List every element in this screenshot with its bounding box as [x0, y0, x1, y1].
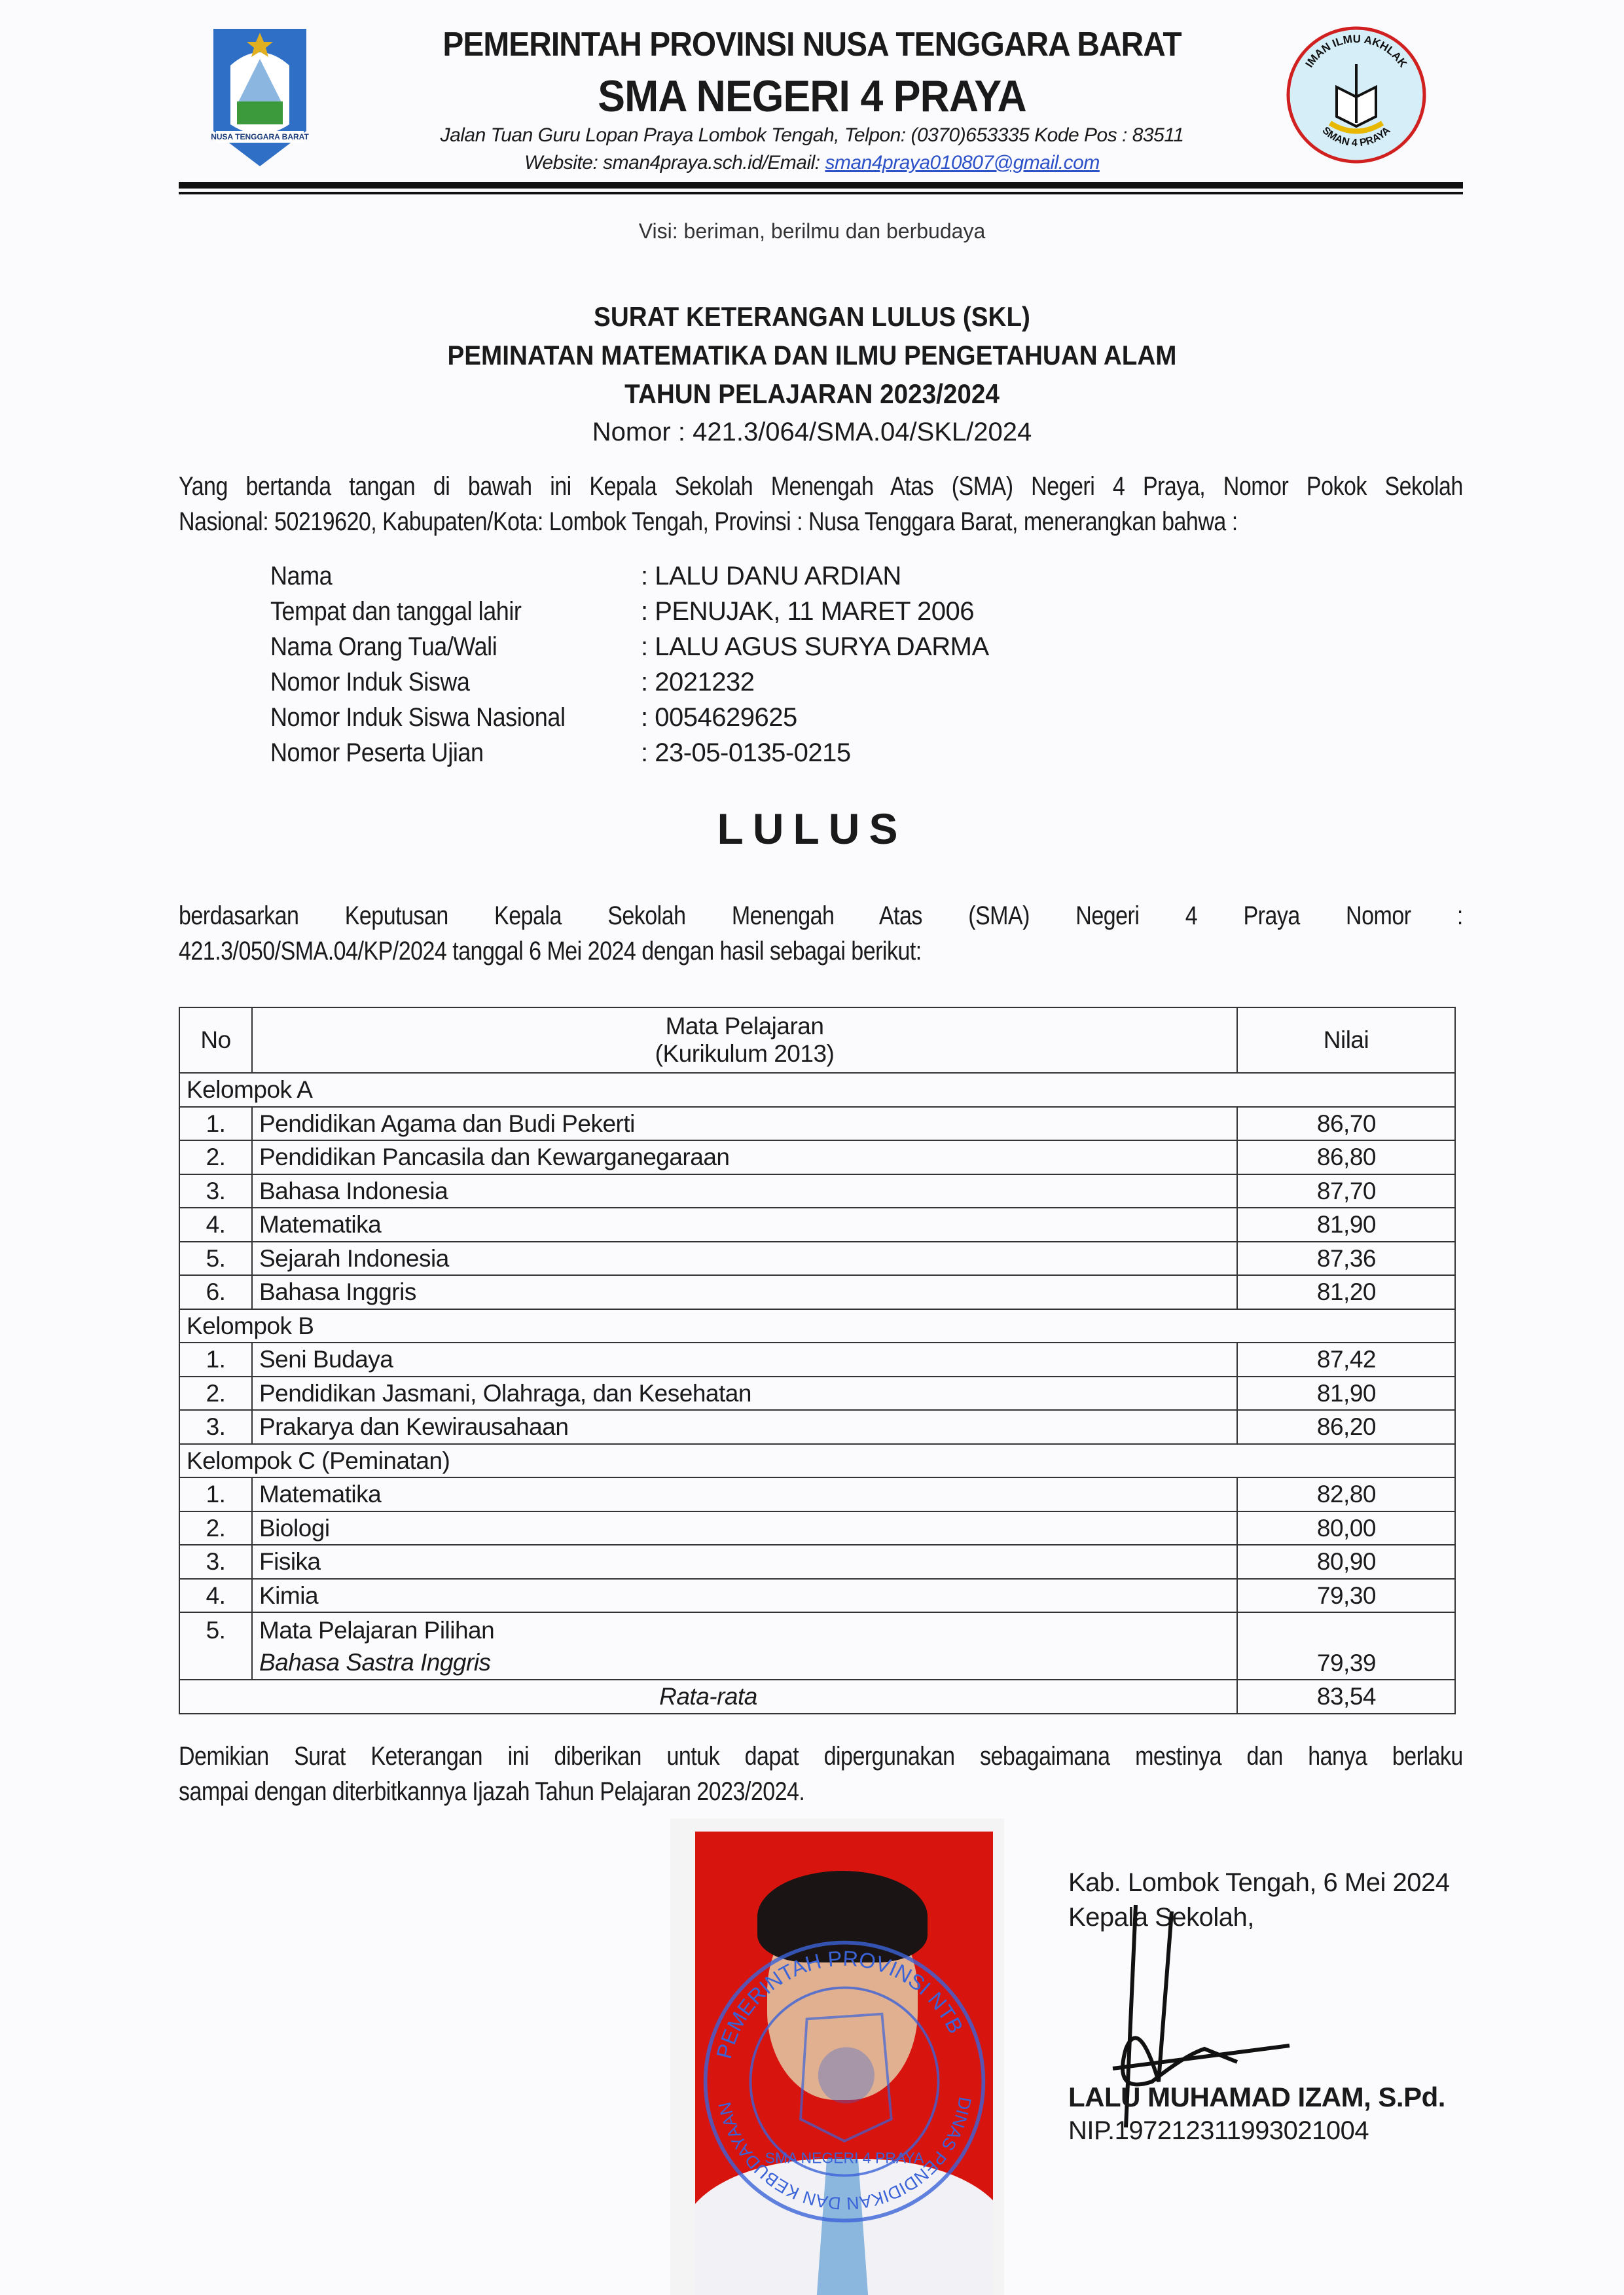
table-row [179, 1208, 1455, 1242]
left-logo-text: NUSA TENGGARA BARAT [211, 132, 309, 141]
group-row [179, 1073, 1455, 1107]
student-field-value: : 0054629625 [641, 703, 797, 732]
student-field-label: Nomor Induk Siswa [270, 668, 470, 696]
subject-cell [252, 1140, 1237, 1174]
basis-paragraph [179, 898, 1463, 969]
stamp-text-top: PEMERINTAH PROVINSI NTB [712, 1946, 968, 2061]
table-row [179, 1612, 1455, 1680]
student-field-label: Nomor Peserta Ujian [270, 738, 484, 767]
place-date: Kab. Lombok Tengah, 6 Mei 2024 [1068, 1868, 1450, 1897]
score-cell: 82,80 [1237, 1477, 1455, 1511]
score-cell: 79,30 [1237, 1579, 1455, 1613]
stamp-text-inner: SMA NEGERI 4 PRAYA [765, 2149, 924, 2167]
school-address: Jalan Tuan Guru Lopan Praya Lombok Tengah, Telpon: (0370)653335 Kode Pos : 83511 [440, 124, 1184, 146]
average-row [179, 1680, 1455, 1714]
subject-name: Matematika [259, 1211, 382, 1238]
intro-line: Yang bertanda tangan di bawah ini Kepala Sekolah Menengah Atas (SMA) Negeri 4 Praya, Nomor Pokok Sekolah [179, 472, 1463, 501]
score-cell: 87,70 [1237, 1174, 1455, 1208]
table-row [179, 1174, 1455, 1208]
student-field-label: Nama [270, 562, 333, 590]
average-label: Rata-rata [179, 1680, 1237, 1714]
subject-cell [252, 1174, 1237, 1208]
average-score: 83,54 [1237, 1680, 1455, 1714]
row-number: 6. [179, 1275, 252, 1309]
document-subtitle: PEMINATAN MATEMATIKA DAN ILMU PENGETAHUAN ALAM [447, 340, 1177, 370]
score-cell: 87,36 [1237, 1242, 1455, 1276]
score-cell: 80,90 [1237, 1545, 1455, 1579]
table-header-row [179, 1007, 1455, 1073]
student-field-value: : 2021232 [641, 668, 755, 696]
group-name: Kelompok A [179, 1073, 1455, 1107]
subject-subtitle: Bahasa Sastra Inggris [259, 1649, 491, 1676]
subject-cell [252, 1410, 1237, 1444]
subject-cell [252, 1511, 1237, 1545]
score-cell: 86,20 [1237, 1410, 1455, 1444]
subject-name: Kimia [259, 1581, 319, 1609]
header-subject [252, 1007, 1237, 1073]
academic-year: TAHUN PELAJARAN 2023/2024 [624, 378, 1000, 409]
score-cell: 81,90 [1237, 1377, 1455, 1411]
student-field-value: : 23-05-0135-0215 [641, 738, 851, 767]
row-number: 1. [179, 1107, 252, 1141]
right-logo-text-bottom: SMAN 4 PRAYA [1320, 124, 1393, 149]
score-cell: 86,80 [1237, 1140, 1455, 1174]
score-cell: 87,42 [1237, 1343, 1455, 1377]
subject-cell [252, 1545, 1237, 1579]
header-no: No [179, 1007, 252, 1073]
table-row [179, 1477, 1455, 1511]
subject-cell [252, 1107, 1237, 1141]
basis-line: berdasarkan Keputusan Kepala Sekolah Menengah Atas (SMA) Negeri 4 Praya Nomor : [179, 901, 1463, 930]
subject-cell [252, 1477, 1237, 1511]
row-number: 4. [179, 1579, 252, 1613]
subject-name: Sejarah Indonesia [259, 1244, 449, 1272]
intro-line: Nasional: 50219620, Kabupaten/Kota: Lombok Tengah, Provinsi : Nusa Tenggara Barat, menerangkan bahwa : [179, 507, 1238, 536]
score-cell: 81,90 [1237, 1208, 1455, 1242]
table-row [179, 1242, 1455, 1276]
group-row [179, 1444, 1455, 1478]
row-number: 5. [179, 1612, 252, 1680]
student-field-label: Nomor Induk Siswa Nasional [270, 703, 566, 732]
subject-name: Pendidikan Agama dan Budi Pekerti [259, 1110, 635, 1137]
right-logo-text-top: IMAN ILMU AKHLAK [1303, 32, 1410, 70]
table-row [179, 1545, 1455, 1579]
subject-name: Bahasa Indonesia [259, 1177, 448, 1204]
subject-name: Seni Budaya [259, 1346, 393, 1373]
student-field-label: Nama Orang Tua/Wali [270, 632, 497, 661]
score-cell: 81,20 [1237, 1275, 1455, 1309]
subject-name: Fisika [259, 1548, 321, 1576]
row-number: 2. [179, 1140, 252, 1174]
closing-line: Demikian Surat Keterangan ini diberikan untuk dapat dipergunakan sebagaimana mestinya dan hanya berlaku [179, 1742, 1463, 1771]
signer-position: Kepala Sekolah, [1068, 1903, 1254, 1932]
row-number: 3. [179, 1545, 252, 1579]
header-divider-thin [179, 192, 1463, 194]
score-cell: 80,00 [1237, 1511, 1455, 1545]
subject-cell [252, 1579, 1237, 1613]
score-cell: 79,39 [1237, 1612, 1455, 1680]
student-field-value: : LALU DANU ARDIAN [641, 562, 901, 590]
table-row [179, 1511, 1455, 1545]
document-title: SURAT KETERANGAN LULUS (SKL) [594, 301, 1030, 332]
subject-name: Bahasa Inggris [259, 1278, 416, 1306]
signer-name: LALU MUHAMAD IZAM, S.Pd. [1068, 2082, 1445, 2112]
student-field-label: Tempat dan tanggal lahir [270, 597, 522, 626]
row-number: 3. [179, 1174, 252, 1208]
basis-line: 421.3/050/SMA.04/KP/2024 tanggal 6 Mei 2024 dengan hasil sebagai berikut: [179, 937, 922, 966]
row-number: 1. [179, 1343, 252, 1377]
stamp-text-bottom: DINAS PENDIDIKAN DAN KEBUDAYAAN [714, 2095, 975, 2214]
school-logo [1284, 25, 1428, 166]
row-number: 2. [179, 1511, 252, 1545]
signer-nip: NIP.197212311993021004 [1068, 2116, 1369, 2145]
row-number: 3. [179, 1410, 252, 1444]
school-vision: Visi: beriman, berilmu dan berbudaya [638, 219, 986, 243]
subject-name: Biologi [259, 1514, 330, 1542]
subject-name: Matematika [259, 1481, 382, 1508]
official-stamp [700, 1938, 988, 2226]
row-number: 1. [179, 1477, 252, 1511]
header-curriculum-label: (Kurikulum 2013) [655, 1040, 835, 1067]
subject-cell [252, 1242, 1237, 1276]
table-row [179, 1579, 1455, 1613]
table-row [179, 1275, 1455, 1309]
subject-name: Prakarya dan Kewirausahaan [259, 1413, 569, 1441]
row-number: 2. [179, 1377, 252, 1411]
table-row [179, 1410, 1455, 1444]
table-row [179, 1343, 1455, 1377]
student-field-value: : PENUJAK, 11 MARET 2006 [641, 597, 974, 626]
school-name: SMA NEGERI 4 PRAYA [598, 71, 1026, 121]
subject-cell [252, 1208, 1237, 1242]
table-row [179, 1140, 1455, 1174]
subject-cell [252, 1275, 1237, 1309]
subject-cell [252, 1377, 1237, 1411]
group-name: Kelompok C (Peminatan) [179, 1444, 1455, 1478]
row-number: 5. [179, 1242, 252, 1276]
subject-name: Pendidikan Pancasila dan Kewarganegaraan [259, 1144, 730, 1171]
website-text: Website: sman4praya.sch.id/Email: [524, 152, 825, 173]
table-row [179, 1377, 1455, 1411]
subject-cell [252, 1612, 1237, 1680]
score-cell: 86,70 [1237, 1107, 1455, 1141]
student-field-value: : LALU AGUS SURYA DARMA [641, 632, 989, 661]
subject-name: Mata Pelajaran Pilihan [259, 1617, 495, 1644]
government-name: PEMERINTAH PROVINSI NUSA TENGGARA BARAT [442, 26, 1182, 63]
group-name: Kelompok B [179, 1309, 1455, 1343]
group-row [179, 1309, 1455, 1343]
closing-paragraph [179, 1739, 1463, 1809]
table-row [179, 1107, 1455, 1141]
header-subject-label: Mata Pelajaran [665, 1013, 824, 1039]
header-divider-thick [179, 182, 1463, 189]
email-link[interactable]: sman4praya010807@gmail.com [825, 152, 1100, 173]
intro-paragraph [179, 469, 1463, 539]
subject-name: Pendidikan Jasmani, Olahraga, dan Kesehatan [259, 1379, 751, 1407]
closing-line: sampai dengan diterbitkannya Ijazah Tahun Pelajaran 2023/2024. [179, 1777, 805, 1806]
header-score: Nilai [1237, 1007, 1455, 1073]
graduation-status: LULUS [717, 804, 907, 853]
subject-cell [252, 1343, 1237, 1377]
grades-table [179, 1007, 1456, 1714]
row-number: 4. [179, 1208, 252, 1242]
document-number: Nomor : 421.3/064/SMA.04/SKL/2024 [592, 418, 1032, 446]
